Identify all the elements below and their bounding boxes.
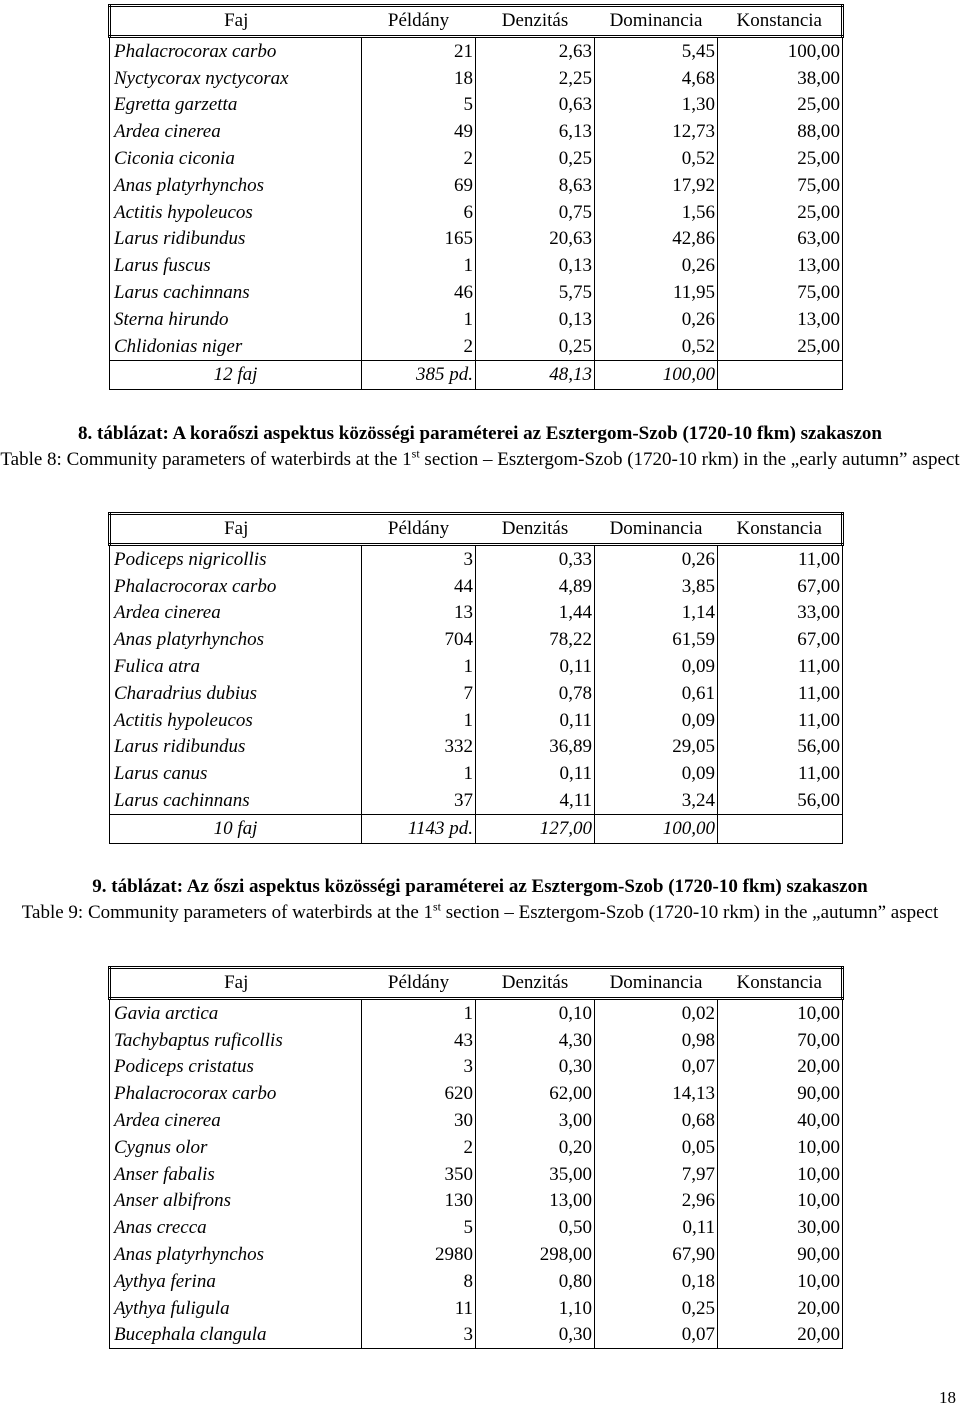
- species-cell: Phalacrocorax carbo: [110, 1080, 362, 1107]
- value-cell: 0,09: [595, 707, 718, 734]
- value-cell: 5,45: [595, 37, 718, 65]
- value-cell: 0,50: [476, 1214, 595, 1241]
- table-8-grid: [108, 512, 844, 844]
- column-header: Dominancia: [595, 968, 718, 999]
- table-row: [110, 734, 843, 761]
- value-cell: 0,25: [476, 333, 595, 360]
- value-cell: 0,98: [595, 1027, 718, 1054]
- total-value-cell: 48,13: [476, 360, 595, 389]
- value-cell: 56,00: [718, 734, 843, 761]
- value-cell: 21: [362, 37, 476, 65]
- species-cell: Bucephala clangula: [110, 1322, 362, 1349]
- species-cell: Tachybaptus ruficollis: [110, 1027, 362, 1054]
- value-cell: 1: [362, 760, 476, 787]
- value-cell: 8,63: [476, 172, 595, 199]
- value-cell: 10,00: [718, 1188, 843, 1215]
- value-cell: 14,13: [595, 1080, 718, 1107]
- value-cell: 1,10: [476, 1295, 595, 1322]
- species-cell: Phalacrocorax carbo: [110, 37, 362, 65]
- value-cell: 1,56: [595, 199, 718, 226]
- table-9-grid: [108, 966, 844, 1349]
- value-cell: 67,90: [595, 1241, 718, 1268]
- table-row: [110, 226, 843, 253]
- value-cell: 88,00: [718, 118, 843, 145]
- value-cell: 2: [362, 1134, 476, 1161]
- value-cell: 25,00: [718, 145, 843, 172]
- species-cell: Actitis hypoleucos: [110, 707, 362, 734]
- table-row: [110, 1080, 843, 1107]
- value-cell: 100,00: [718, 37, 843, 65]
- species-cell: Podiceps cristatus: [110, 1054, 362, 1081]
- value-cell: 0,26: [595, 252, 718, 279]
- value-cell: 165: [362, 226, 476, 253]
- table-body: [110, 37, 843, 361]
- value-cell: 5: [362, 1214, 476, 1241]
- value-cell: 13,00: [718, 306, 843, 333]
- species-cell: Gavia arctica: [110, 999, 362, 1027]
- value-cell: 1: [362, 306, 476, 333]
- value-cell: 1: [362, 707, 476, 734]
- species-cell: Podiceps nigricollis: [110, 545, 362, 573]
- table-7: [108, 4, 841, 390]
- table-row: [110, 545, 843, 573]
- species-cell: Larus cachinnans: [110, 787, 362, 814]
- value-cell: 13,00: [718, 252, 843, 279]
- table-row: [110, 37, 843, 65]
- caption-table-8: [0, 421, 960, 473]
- species-cell: Phalacrocorax carbo: [110, 573, 362, 600]
- species-cell: Fulica atra: [110, 653, 362, 680]
- table-row: [110, 1161, 843, 1188]
- value-cell: 30: [362, 1107, 476, 1134]
- value-cell: 10,00: [718, 999, 843, 1027]
- species-cell: Larus ridibundus: [110, 226, 362, 253]
- value-cell: 20,63: [476, 226, 595, 253]
- table-header: [110, 6, 843, 37]
- table-row: [110, 680, 843, 707]
- table-total: [110, 360, 843, 389]
- value-cell: 704: [362, 626, 476, 653]
- species-cell: Aythya ferina: [110, 1268, 362, 1295]
- total-value-cell: 127,00: [476, 814, 595, 843]
- value-cell: 90,00: [718, 1080, 843, 1107]
- value-cell: 0,02: [595, 999, 718, 1027]
- table-8: [108, 512, 841, 844]
- value-cell: 13,00: [476, 1188, 595, 1215]
- value-cell: 30,00: [718, 1214, 843, 1241]
- value-cell: 8: [362, 1268, 476, 1295]
- value-cell: 10,00: [718, 1268, 843, 1295]
- species-cell: Larus fuscus: [110, 252, 362, 279]
- value-cell: 20,00: [718, 1295, 843, 1322]
- value-cell: 2: [362, 145, 476, 172]
- value-cell: 42,86: [595, 226, 718, 253]
- table-row: [110, 1107, 843, 1134]
- value-cell: 44: [362, 573, 476, 600]
- value-cell: 0,11: [476, 653, 595, 680]
- column-header: Dominancia: [595, 514, 718, 545]
- column-header: Konstancia: [718, 968, 843, 999]
- value-cell: 1: [362, 252, 476, 279]
- species-cell: Anser fabalis: [110, 1161, 362, 1188]
- total-species-cell: 12 faj: [110, 360, 362, 389]
- table-header: [110, 968, 843, 999]
- value-cell: 90,00: [718, 1241, 843, 1268]
- table-body: [110, 545, 843, 815]
- value-cell: 0,30: [476, 1322, 595, 1349]
- value-cell: 13: [362, 600, 476, 627]
- value-cell: 332: [362, 734, 476, 761]
- value-cell: 5: [362, 92, 476, 119]
- caption-en-part: section – Esztergom-Szob (1720-10 rkm) in the „autumn” aspect: [441, 902, 939, 923]
- table-row: [110, 1241, 843, 1268]
- species-cell: Egretta garzetta: [110, 92, 362, 119]
- table-body: [110, 999, 843, 1349]
- table-row: [110, 1054, 843, 1081]
- value-cell: 11,00: [718, 707, 843, 734]
- value-cell: 38,00: [718, 65, 843, 92]
- value-cell: 37: [362, 787, 476, 814]
- value-cell: 10,00: [718, 1161, 843, 1188]
- column-header: Dominancia: [595, 6, 718, 37]
- table-row: [110, 92, 843, 119]
- table-row: [110, 1295, 843, 1322]
- value-cell: 2,96: [595, 1188, 718, 1215]
- total-row: [110, 360, 843, 389]
- value-cell: 0,09: [595, 760, 718, 787]
- value-cell: 0,33: [476, 545, 595, 573]
- value-cell: 3: [362, 545, 476, 573]
- species-cell: Sterna hirundo: [110, 306, 362, 333]
- species-cell: Ardea cinerea: [110, 1107, 362, 1134]
- species-cell: Anser albifrons: [110, 1188, 362, 1215]
- table-row: [110, 172, 843, 199]
- table-row: [110, 199, 843, 226]
- value-cell: 11,00: [718, 760, 843, 787]
- value-cell: 6,13: [476, 118, 595, 145]
- table-total: [110, 814, 843, 843]
- header-row: [110, 514, 843, 545]
- value-cell: 18: [362, 65, 476, 92]
- table-row: [110, 787, 843, 814]
- table-row: [110, 600, 843, 627]
- column-header: Faj: [110, 968, 362, 999]
- value-cell: 17,92: [595, 172, 718, 199]
- table-header: [110, 514, 843, 545]
- value-cell: 11,00: [718, 653, 843, 680]
- value-cell: 11,95: [595, 279, 718, 306]
- species-cell: Anas platyrhynchos: [110, 1241, 362, 1268]
- value-cell: 4,68: [595, 65, 718, 92]
- table-row: [110, 1134, 843, 1161]
- value-cell: 56,00: [718, 787, 843, 814]
- caption-en: [0, 900, 960, 926]
- value-cell: 3,00: [476, 1107, 595, 1134]
- species-cell: Larus cachinnans: [110, 279, 362, 306]
- column-header: Faj: [110, 6, 362, 37]
- value-cell: 29,05: [595, 734, 718, 761]
- value-cell: 78,22: [476, 626, 595, 653]
- table-row: [110, 653, 843, 680]
- value-cell: 130: [362, 1188, 476, 1215]
- table-9: [108, 966, 841, 1349]
- caption-hu: 8. táblázat: A koraőszi aspektus közösségi paraméterei az Esztergom-Szob (1720-10 fkm) szakaszon: [78, 423, 882, 444]
- value-cell: 1: [362, 653, 476, 680]
- value-cell: 0,11: [476, 760, 595, 787]
- species-cell: Chlidonias niger: [110, 333, 362, 360]
- value-cell: 25,00: [718, 199, 843, 226]
- species-cell: Ardea cinerea: [110, 118, 362, 145]
- value-cell: 3: [362, 1054, 476, 1081]
- value-cell: 10,00: [718, 1134, 843, 1161]
- value-cell: 2980: [362, 1241, 476, 1268]
- caption-en-sup: st: [433, 899, 442, 914]
- header-row: [110, 6, 843, 37]
- value-cell: 67,00: [718, 626, 843, 653]
- table-row: [110, 333, 843, 360]
- table-row: [110, 1268, 843, 1295]
- value-cell: 0,05: [595, 1134, 718, 1161]
- value-cell: 0,13: [476, 252, 595, 279]
- value-cell: 75,00: [718, 172, 843, 199]
- table-row: [110, 145, 843, 172]
- table-row: [110, 279, 843, 306]
- value-cell: 620: [362, 1080, 476, 1107]
- value-cell: 0,20: [476, 1134, 595, 1161]
- value-cell: 25,00: [718, 333, 843, 360]
- value-cell: 25,00: [718, 92, 843, 119]
- table-row: [110, 252, 843, 279]
- value-cell: 0,11: [595, 1214, 718, 1241]
- caption-en: [0, 447, 960, 473]
- table-row: [110, 1214, 843, 1241]
- total-row: [110, 814, 843, 843]
- total-value-cell: 100,00: [595, 814, 718, 843]
- caption-en-part: section – Esztergom-Szob (1720-10 rkm) in the „early autumn” aspect: [419, 449, 960, 470]
- value-cell: 61,59: [595, 626, 718, 653]
- total-value-cell: 385 pd.: [362, 360, 476, 389]
- value-cell: 49: [362, 118, 476, 145]
- value-cell: 70,00: [718, 1027, 843, 1054]
- total-species-cell: 10 faj: [110, 814, 362, 843]
- column-header: Denzitás: [476, 968, 595, 999]
- species-cell: Ardea cinerea: [110, 600, 362, 627]
- value-cell: 0,52: [595, 333, 718, 360]
- total-value-cell: 1143 pd.: [362, 814, 476, 843]
- value-cell: 4,11: [476, 787, 595, 814]
- value-cell: 3,24: [595, 787, 718, 814]
- value-cell: 298,00: [476, 1241, 595, 1268]
- caption-en-part: Table 8: Community parameters of waterbirds at the 1: [0, 449, 412, 470]
- column-header: Faj: [110, 514, 362, 545]
- value-cell: 20,00: [718, 1054, 843, 1081]
- value-cell: 46: [362, 279, 476, 306]
- table-row: [110, 65, 843, 92]
- value-cell: 2,25: [476, 65, 595, 92]
- value-cell: 40,00: [718, 1107, 843, 1134]
- species-cell: Actitis hypoleucos: [110, 199, 362, 226]
- species-cell: Larus ridibundus: [110, 734, 362, 761]
- column-header: Konstancia: [718, 6, 843, 37]
- value-cell: 4,89: [476, 573, 595, 600]
- caption-table-9: [0, 874, 960, 926]
- column-header: Denzitás: [476, 514, 595, 545]
- value-cell: 11: [362, 1295, 476, 1322]
- table-row: [110, 1188, 843, 1215]
- value-cell: 5,75: [476, 279, 595, 306]
- species-cell: Anas platyrhynchos: [110, 172, 362, 199]
- species-cell: Charadrius dubius: [110, 680, 362, 707]
- value-cell: 1,30: [595, 92, 718, 119]
- species-cell: Cygnus olor: [110, 1134, 362, 1161]
- value-cell: 0,52: [595, 145, 718, 172]
- value-cell: 62,00: [476, 1080, 595, 1107]
- value-cell: 0,26: [595, 545, 718, 573]
- value-cell: 1,14: [595, 600, 718, 627]
- value-cell: 35,00: [476, 1161, 595, 1188]
- caption-hu: 9. táblázat: Az őszi aspektus közösségi paraméterei az Esztergom-Szob (1720-10 fkm) szakaszon: [92, 876, 868, 897]
- value-cell: 0,78: [476, 680, 595, 707]
- value-cell: 2,63: [476, 37, 595, 65]
- species-cell: Aythya fuligula: [110, 1295, 362, 1322]
- value-cell: 7,97: [595, 1161, 718, 1188]
- value-cell: 3: [362, 1322, 476, 1349]
- value-cell: 0,26: [595, 306, 718, 333]
- table-row: [110, 1322, 843, 1349]
- value-cell: 2: [362, 333, 476, 360]
- value-cell: 1,44: [476, 600, 595, 627]
- value-cell: 0,09: [595, 653, 718, 680]
- table-row: [110, 1027, 843, 1054]
- value-cell: 7: [362, 680, 476, 707]
- column-header: Példány: [362, 514, 476, 545]
- column-header: Példány: [362, 6, 476, 37]
- caption-en-sup: st: [411, 446, 420, 461]
- species-cell: Nyctycorax nyctycorax: [110, 65, 362, 92]
- value-cell: 11,00: [718, 680, 843, 707]
- table-row: [110, 760, 843, 787]
- value-cell: 0,61: [595, 680, 718, 707]
- value-cell: 0,18: [595, 1268, 718, 1295]
- value-cell: 0,68: [595, 1107, 718, 1134]
- species-cell: Anas platyrhynchos: [110, 626, 362, 653]
- value-cell: 36,89: [476, 734, 595, 761]
- value-cell: 11,00: [718, 545, 843, 573]
- table-row: [110, 999, 843, 1027]
- value-cell: 6: [362, 199, 476, 226]
- value-cell: 0,80: [476, 1268, 595, 1295]
- value-cell: 0,30: [476, 1054, 595, 1081]
- value-cell: 67,00: [718, 573, 843, 600]
- value-cell: 1: [362, 999, 476, 1027]
- value-cell: 0,10: [476, 999, 595, 1027]
- value-cell: 4,30: [476, 1027, 595, 1054]
- value-cell: 43: [362, 1027, 476, 1054]
- page-number: 18: [939, 1388, 956, 1407]
- species-cell: Larus canus: [110, 760, 362, 787]
- value-cell: 63,00: [718, 226, 843, 253]
- value-cell: 20,00: [718, 1322, 843, 1349]
- header-row: [110, 968, 843, 999]
- caption-en-part: Table 9: Community parameters of waterbirds at the 1: [21, 902, 434, 923]
- total-value-cell: [718, 360, 843, 389]
- table-7-grid: [108, 4, 844, 390]
- column-header: Konstancia: [718, 514, 843, 545]
- value-cell: 69: [362, 172, 476, 199]
- value-cell: 0,11: [476, 707, 595, 734]
- table-row: [110, 118, 843, 145]
- table-row: [110, 626, 843, 653]
- column-header: Példány: [362, 968, 476, 999]
- species-cell: Anas crecca: [110, 1214, 362, 1241]
- value-cell: 3,85: [595, 573, 718, 600]
- species-cell: Ciconia ciconia: [110, 145, 362, 172]
- value-cell: 0,25: [595, 1295, 718, 1322]
- table-row: [110, 573, 843, 600]
- value-cell: 0,07: [595, 1322, 718, 1349]
- value-cell: 33,00: [718, 600, 843, 627]
- value-cell: 0,75: [476, 199, 595, 226]
- total-value-cell: 100,00: [595, 360, 718, 389]
- table-row: [110, 306, 843, 333]
- total-value-cell: [718, 814, 843, 843]
- value-cell: 0,07: [595, 1054, 718, 1081]
- value-cell: 12,73: [595, 118, 718, 145]
- table-row: [110, 707, 843, 734]
- value-cell: 0,13: [476, 306, 595, 333]
- value-cell: 75,00: [718, 279, 843, 306]
- value-cell: 350: [362, 1161, 476, 1188]
- column-header: Denzitás: [476, 6, 595, 37]
- value-cell: 0,63: [476, 92, 595, 119]
- value-cell: 0,25: [476, 145, 595, 172]
